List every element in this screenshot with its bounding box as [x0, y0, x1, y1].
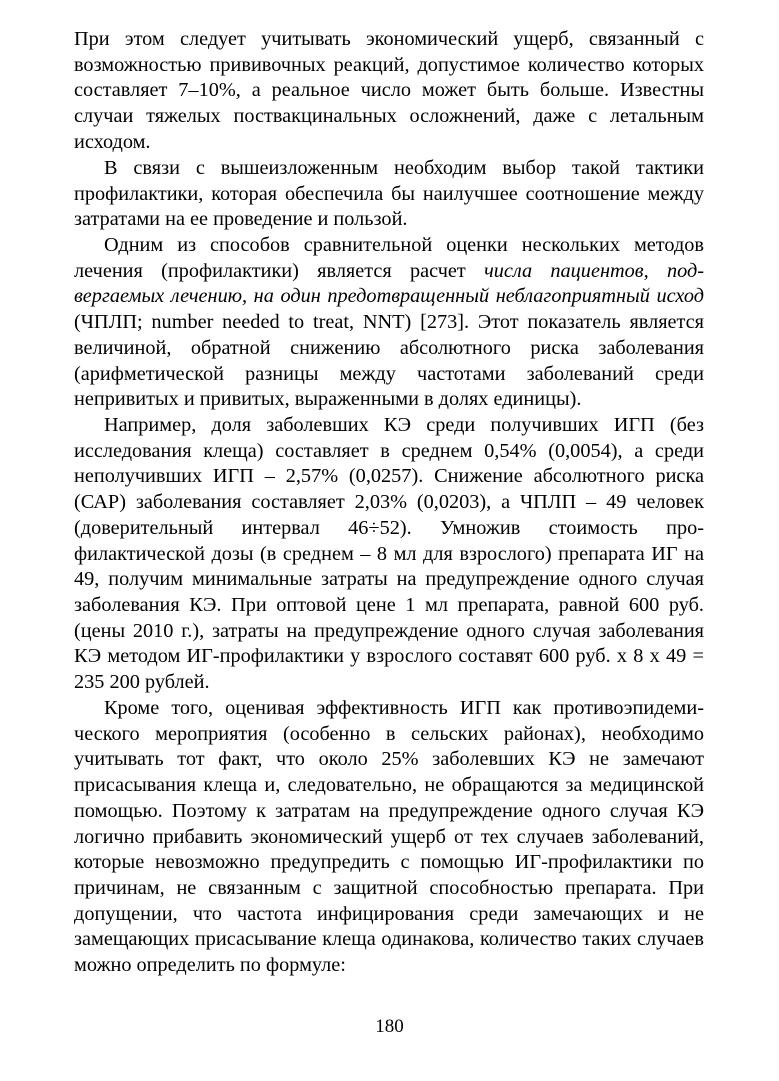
paragraph-vaccination-damage: При этом следует учитывать экономический ущерб, связанный с возможностью прививочных реакций, допустимое количество которых составляет 7–10%, а реальное число может быть больше. Известны случаи тяжелых поствакцинальных осложнений, даже с летальным исходом.	[74, 28, 704, 153]
paragraph-example-calculation: Например, доля заболевших КЭ среди получивших ИГП (без исследования клеща) составляет в среднем 0,54% (0,0054), а среди неполучивших ИГП – 2,57% (0,0257). Снижение абсолютного риска (САР) заболевания составляет 2,03% (0,0203), а ЧПЛП – 49 человек (доверительный интервал 46÷52). Умножив стоимость профилактической дозы (в среднем – 8 мл для взрослого) препарата ИГ на 49, получим минимальные затраты на предупреждение одного случая заболевания КЭ. При оптовой цене 1 мл препарата, равной 600 руб. (цены 2010 г.), затраты на предупреждение одного случая заболевания КЭ методом ИГ-профилактики у взрослого составят 600 руб. х 8 х 49 = 235 200 рублей.	[74, 414, 704, 694]
paragraph-prevention-tactics: В связи с вышеизложенным необходим выбор такой тактики профилактики, которая обеспечила бы наилучшее соотношение между затратами на ее проведение и пользой.	[74, 157, 704, 231]
nnt-text-before: Одним из способов сравнительной оценки нескольких методов лечения (профилактики) является расчет	[74, 234, 704, 282]
paragraph-igp-effectiveness: Кроме того, оценивая эффективность ИГП как противоэпидемического мероприятия (особенно в сельских районах), необходимо учитывать тот факт, что около 25% заболевших КЭ не замечают присасывания клеща и, следовательно, не обращаются за медицинской помощью. Поэтому к затратам на предупреждение одного случая КЭ логично прибавить экономический ущерб от тех случаев заболеваний, которые невозможно предупредить с помощью ИГ-профилактики по причинам, не связанным с защитной способностью препарата. При допущении, что частота инфицирования среди замечающих и не замещающих присасывание клеща одинакова, количество таких случаев можно определить по формуле:	[74, 697, 704, 977]
paragraph-nnt-definition	[74, 233, 704, 413]
nnt-term-italic: числа пациентов, подвергаемых лечению, на один предотвращенный неблагоприятный исход	[74, 259, 704, 308]
nnt-text-after: (ЧПЛП; number needed to treat, NNT) [273]. Этот показатель является величиной, обратной снижению абсолютного риска заболевания (арифметической разницы между частотами заболеваний среди непривитых и привитых, выраженными в долях единицы).	[74, 311, 704, 411]
page-number: 180	[375, 1016, 404, 1037]
